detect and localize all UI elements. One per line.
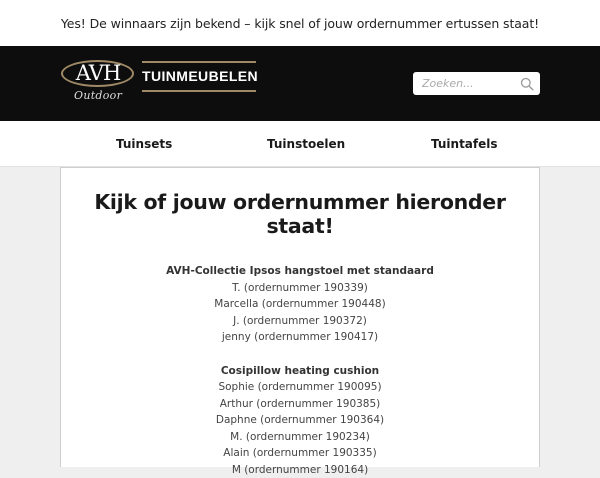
winner-item: Arthur (ordernummer 190385) [61,396,539,413]
winner-group [61,263,539,346]
group-heading: AVH-Collectie Ipsos hangstoel met standaard [61,263,539,280]
nav-item-tuintafels[interactable]: Tuintafels [431,121,498,167]
winner-item: T. (ordernummer 190339) [61,280,539,297]
winner-item: Daphne (ordernummer 190364) [61,412,539,429]
logo[interactable] [60,58,260,108]
search-input[interactable] [422,77,514,90]
winner-item: Sophie (ordernummer 190095) [61,379,539,396]
announcement-bar [0,0,600,46]
content-card [60,167,540,467]
announcement-text: Yes! De winnaars zijn bekend – kijk snel of jouw ordernummer ertussen staat! [61,16,539,31]
nav-item-tuinsets[interactable]: Tuinsets [116,121,172,167]
logo-brand: AVH [60,59,136,87]
logo-divider [142,61,256,63]
main-nav [0,121,600,167]
winner-item: M. (ordernummer 190234) [61,429,539,446]
winner-item: Alain (ordernummer 190335) [61,445,539,462]
nav-item-tuinstoelen[interactable]: Tuinstoelen [267,121,345,167]
winner-group [61,363,539,478]
winner-item: Marcella (ordernummer 190448) [61,296,539,313]
page-title: Kijk of jouw ordernummer hieronder staat! [61,190,539,238]
logo-sub: Outdoor [74,89,122,102]
group-heading: Cosipillow heating cushion [61,363,539,380]
search-icon[interactable] [520,77,534,91]
logo-tagline: TUINMEUBELEN [142,68,258,84]
search-box[interactable] [413,72,540,95]
winner-item: J. (ordernummer 190372) [61,313,539,330]
logo-divider [142,90,256,92]
winner-item: jenny (ordernummer 190417) [61,329,539,346]
winner-item: M (ordernummer 190164) [61,462,539,478]
